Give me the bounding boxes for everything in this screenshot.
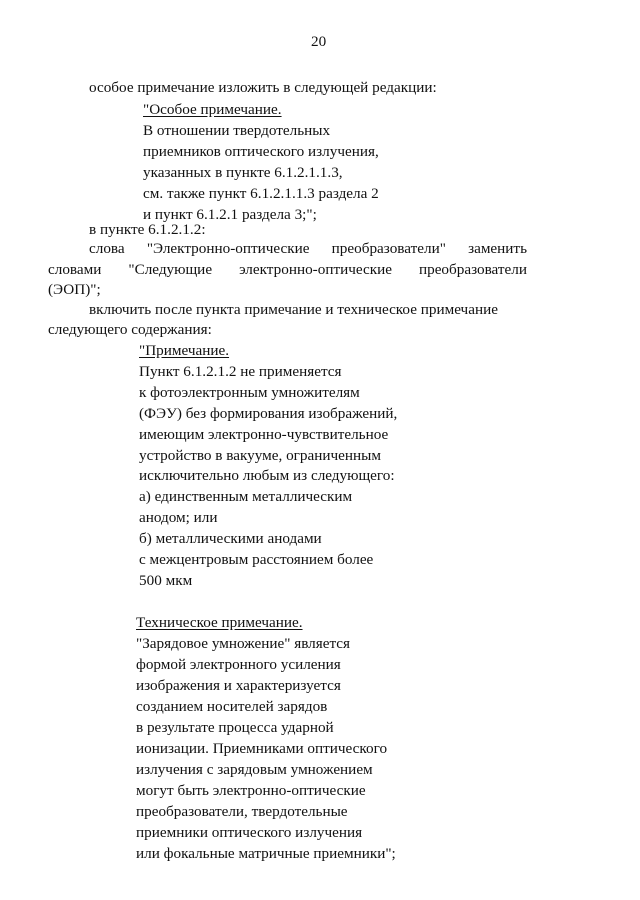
note-line: 500 мкм xyxy=(139,572,193,589)
replace-word: "Следующие xyxy=(128,261,213,278)
replace-word: электронно-оптические xyxy=(239,261,392,278)
note-line: с межцентровым расстоянием более xyxy=(139,551,374,568)
include-line-1: включить после пункта примечание и техническое примечание xyxy=(89,301,498,318)
note-line: б) металлическими анодами xyxy=(139,530,322,547)
replace-word: слова xyxy=(89,240,125,257)
tech-note-line: преобразователи, твердотельные xyxy=(136,803,348,820)
replace-line-2 xyxy=(48,261,527,279)
tech-note-line: "Зарядовое умножение" является xyxy=(136,635,351,652)
tech-note-line: излучения с зарядовым умножением xyxy=(136,761,373,778)
note-line: имеющим электронно-чувствительное xyxy=(139,426,389,443)
replace-word: преобразователи" xyxy=(331,240,446,257)
tech-note-line: формой электронного усиления xyxy=(136,656,341,673)
special-note-line: см. также пункт 6.1.2.1.1.3 раздела 2 xyxy=(143,185,379,202)
special-note-line: В отношении твердотельных xyxy=(143,122,331,139)
special-note-title: "Особое примечание. xyxy=(143,101,282,118)
tech-note-line: или фокальные матричные приемники"; xyxy=(136,845,396,862)
note-line: (ФЭУ) без формирования изображений, xyxy=(139,405,398,422)
special-note-line: указанных в пункте 6.1.2.1.1.3, xyxy=(143,164,343,181)
item-heading: в пункте 6.1.2.1.2: xyxy=(89,221,206,238)
note-title: "Примечание. xyxy=(139,342,230,359)
tech-note-line: приемники оптического излучения xyxy=(136,824,363,841)
note-line: Пункт 6.1.2.1.2 не применяется xyxy=(139,363,342,380)
replace-word: "Электронно-оптические xyxy=(146,240,310,257)
note-line: к фотоэлектронным умножителям xyxy=(139,384,360,401)
replace-word: словами xyxy=(48,261,102,278)
replace-line-1 xyxy=(89,240,527,258)
replace-word: преобразователи xyxy=(418,261,527,278)
tech-note-line: изображения и характеризуется xyxy=(136,677,341,694)
note-line: а) единственным металлическим xyxy=(139,488,353,505)
replace-line-3: (ЭОП)"; xyxy=(48,281,101,298)
tech-note-line: созданием носителей зарядов xyxy=(136,698,328,715)
note-line: анодом; или xyxy=(139,509,218,526)
intro-line: особое примечание изложить в следующей редакции: xyxy=(89,79,437,96)
page-number: 20 xyxy=(311,33,327,50)
include-line-2: следующего содержания: xyxy=(48,321,212,338)
tech-note-title: Техническое примечание. xyxy=(136,614,303,631)
note-line: устройство в вакууме, ограниченным xyxy=(139,447,381,464)
special-note-line: и пункт 6.1.2.1 раздела 3;"; xyxy=(143,206,317,223)
tech-note-line: ионизации. Приемниками оптического xyxy=(136,740,388,757)
special-note-line: приемников оптического излучения, xyxy=(143,143,379,160)
tech-note-line: могут быть электронно-оптические xyxy=(136,782,366,799)
replace-word: заменить xyxy=(468,240,527,257)
note-line: исключительно любым из следующего: xyxy=(139,467,395,484)
tech-note-line: в результате процесса ударной xyxy=(136,719,334,736)
